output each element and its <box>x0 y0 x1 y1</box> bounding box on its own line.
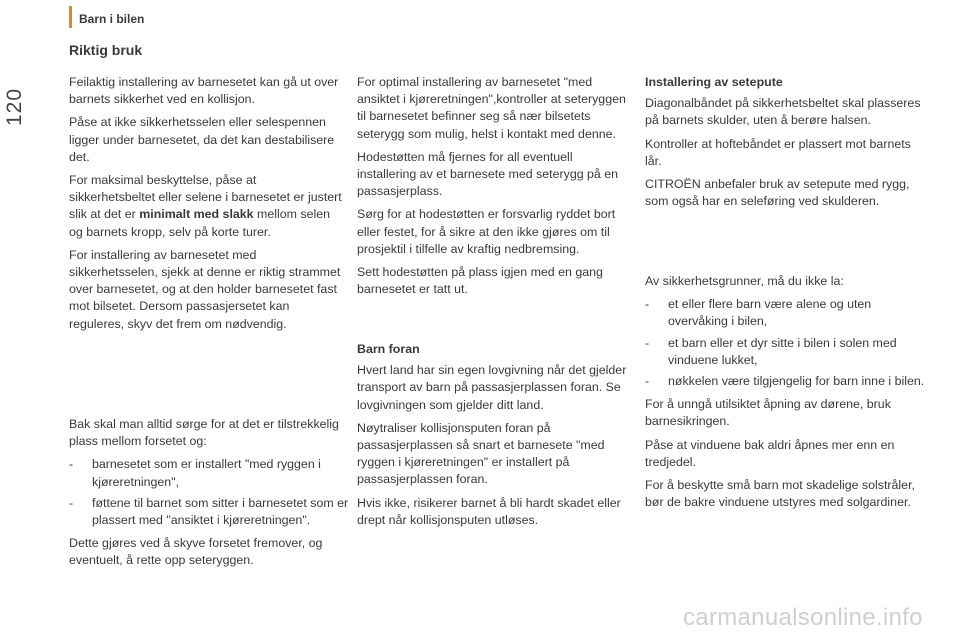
paragraph: Sett hodestøtten på plass igjen med en gang barnesetet er tatt ut. <box>357 265 603 297</box>
list-item <box>69 456 349 490</box>
dash-marker: - <box>645 374 650 389</box>
list-item <box>645 335 925 369</box>
list-item <box>645 373 925 390</box>
text: For maksimal beskyttelse, påse at sikkerhetsbeltet eller selene i barnesetet er justert slik at det er <box>69 173 342 222</box>
list-item-text: føttene til barnet som sitter i barnesetet som er plassert med "ansiktet i kjøreretningen". <box>92 495 349 528</box>
paragraph: Hvis ikke, risikerer barnet å bli hardt skadet eller drept når kollisjonsputen utløses. <box>357 495 621 527</box>
paragraph: Nøytraliser kollisjonsputen foran på passasjerplassen så snart et barnesete "med ryggen i kjøreretningen" er installert på passasjerplassen foran. <box>357 420 605 487</box>
watermark-text: carmanualsonline.info <box>683 604 923 631</box>
column-1-bottom <box>69 416 349 576</box>
paragraph: CITROËN anbefaler bruk av setepute med rygg, som også har en seleføring ved skulderen. <box>645 177 910 209</box>
column-1-top <box>69 74 345 339</box>
paragraph: For å unngå utilsiktet åpning av dørene, bruk barnesikringen. <box>645 397 891 429</box>
page-number-container <box>2 78 32 126</box>
paragraph: Hvert land har sin egen lovgivning når det gjelder transport av barn på passasjerplassen foran. Se lovgivningen som gjelder ditt land. <box>357 363 627 412</box>
subheading-front-seat: Barn foran <box>357 342 420 356</box>
paragraph: Diagonalbåndet på sikkerhetsbeltet skal plasseres på barnets skulder, uten å berøre halsen. <box>645 96 921 128</box>
list-item <box>69 495 349 529</box>
emphasis-text: minimalt med slakk <box>139 207 254 222</box>
list-item-text: barnesetet som er installert "med ryggen i kjøreretningen", <box>92 457 321 489</box>
list-item <box>645 296 925 330</box>
column-2-bottom <box>357 341 633 535</box>
dash-marker: - <box>69 457 74 472</box>
bullet-list <box>645 296 925 390</box>
list-item-text: et eller flere barn være alene og uten overvåking i bilen, <box>668 297 872 329</box>
paragraph: Bak skal man alltid sørge for at det er tilstrekkelig plass mellom forsetet og: <box>69 417 339 449</box>
column-2-top <box>357 74 633 304</box>
paragraph: For optimal installering av barnesetet "med ansiktet i kjøreretningen",kontroller at seteryggen til barnesetet befinner seg så nær bilsetets seterygg som mulig, helst i kontakt med denne. <box>357 75 626 141</box>
section-accent-bar <box>69 6 72 28</box>
paragraph: Dette gjøres ved å skyve forsetet fremover, og eventuelt, å rette opp seteryggen. <box>69 536 323 568</box>
paragraph-with-emphasis <box>69 172 345 241</box>
paragraph: Kontroller at hoftebåndet er plassert mot barnets lår. <box>645 136 911 168</box>
column-3-top <box>645 74 921 216</box>
list-item-text: nøkkelen være tilgjengelig for barn inne i bilen. <box>668 374 925 389</box>
dash-marker: - <box>645 297 650 312</box>
list-item-text: et barn eller et dyr sitte i bilen i solen med vinduene lukket, <box>668 335 897 367</box>
paragraph: For installering av barnesetet med sikkerhetsselen, sjekk at denne er riktig strammet over barnesetet, og at den holder barnesetet fast mot bilsetet. Dersom passasjersetet kan reguleres, skyv det frem om nødvendig. <box>69 247 341 331</box>
column-3-bottom <box>645 273 925 517</box>
dash-marker: - <box>645 335 650 350</box>
paragraph: For å beskytte små barn mot skadelige solstråler, bør de bakre vinduene utstyres med solgardiner. <box>645 478 915 510</box>
page-number: 120 <box>3 87 26 126</box>
section-label: Barn i bilen <box>79 12 145 26</box>
subheading-booster-seat: Installering av setepute <box>645 75 783 89</box>
dash-marker: - <box>69 495 74 510</box>
paragraph: Påse at vinduene bak aldri åpnes mer enn en tredjedel. <box>645 437 895 469</box>
paragraph: Påse at ikke sikkerhetsselen eller selespennen ligger under barnesetet, da det kan destabilisere det. <box>69 115 335 164</box>
text: mellom selen og barnets kropp, selv på korte turer. <box>69 207 331 239</box>
paragraph: Sørg for at hodestøtten er forsvarlig ryddet bort eller festet, for å sikre at den ikke gjøres om til prosjektil i tilfelle av kraftig nedbremsing. <box>357 207 616 256</box>
page-title: Riktig bruk <box>69 42 143 58</box>
paragraph: Feilaktig installering av barnesetet kan gå ut over barnets sikkerhet ved en kollisjon. <box>69 75 339 107</box>
paragraph: Hodestøtten må fjernes for all eventuell installering av et barnesete med seterygg på en passasjerplass. <box>357 149 619 199</box>
paragraph: Av sikkerhetsgrunner, må du ikke la: <box>645 274 844 288</box>
bullet-list <box>69 456 349 529</box>
